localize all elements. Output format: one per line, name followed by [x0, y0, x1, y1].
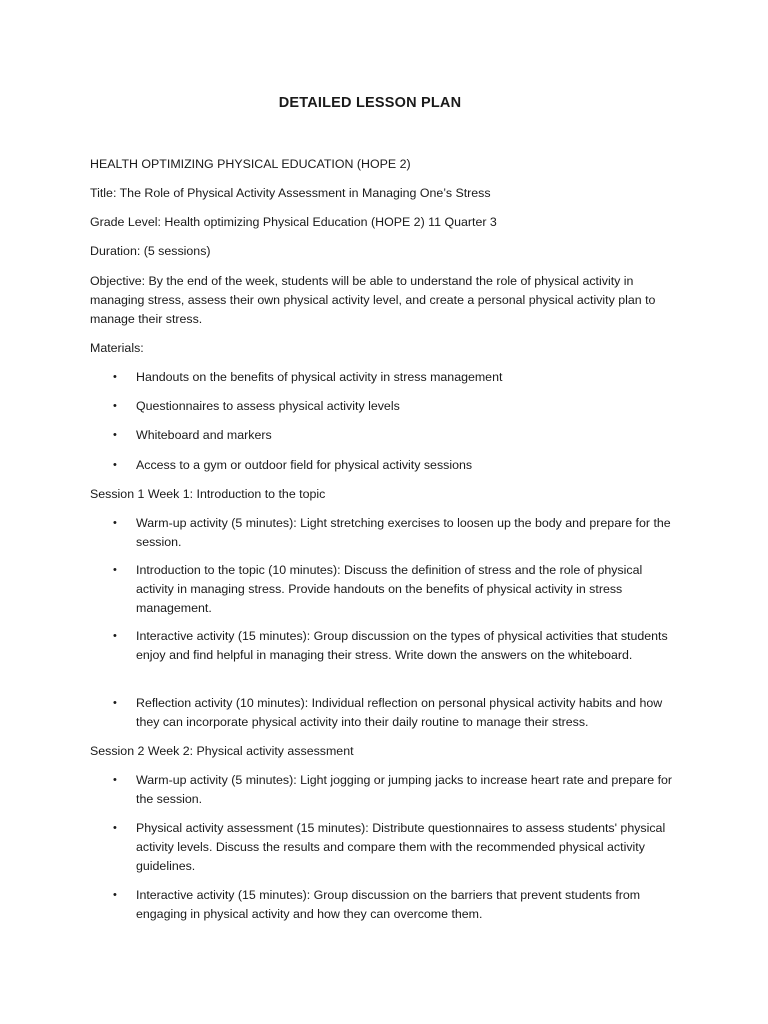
bullet-icon: •	[113, 630, 117, 642]
list-item: • Warm-up activity (5 minutes): Light jogging or jumping jacks to increase heart rate and prepare for the session.	[113, 773, 673, 806]
list-item: • Whiteboard and markers	[136, 426, 680, 445]
document-title: DETAILED LESSON PLAN	[278, 95, 462, 111]
session1-heading: Session 1 Week 1: Introduction to the topic	[90, 487, 326, 501]
bullet-icon: •	[113, 774, 117, 786]
list-item: • Introduction to the topic (10 minutes): Discuss the definition of stress and the role of physical activity in managing stress. Provide handouts on the benefits of physical activity in stress management.	[113, 563, 643, 615]
list-item: • Interactive activity (15 minutes): Group discussion on the barriers that prevent students from engaging in physical activity and how they can overcome them.	[113, 888, 641, 921]
bullet-icon: •	[113, 371, 117, 383]
list-item: • Reflection activity (10 minutes): Individual reflection on personal physical activity habits and how they can incorporate physical activity into their daily routine to manage their stress.	[113, 696, 663, 729]
duration: Duration: (5 sessions)	[90, 244, 211, 258]
list-item: • Handouts on the benefits of physical activity in stress management	[136, 368, 680, 387]
list-item: • Access to a gym or outdoor field for physical activity sessions	[136, 456, 680, 475]
subject-line: HEALTH OPTIMIZING PHYSICAL EDUCATION (HOPE 2)	[90, 157, 411, 171]
bullet-icon: •	[113, 429, 117, 441]
objective: Objective: By the end of the week, students will be able to understand the role of physical activity in managing stress, assess their own physical activity level, and create a personal physical activity plan to manage their stress.	[90, 274, 656, 326]
bullet-icon: •	[113, 889, 117, 901]
list-item: • Questionnaires to assess physical activity levels	[136, 397, 680, 416]
grade-level: Grade Level: Health optimizing Physical Education (HOPE 2) 11 Quarter 3	[90, 215, 497, 229]
lesson-title: Title: The Role of Physical Activity Assessment in Managing One’s Stress	[90, 186, 491, 200]
list-item: • Physical activity assessment (15 minutes): Distribute questionnaires to assess students' physical activity levels. Discuss the results and compare them with the recommended physical activity guidelines.	[113, 821, 666, 873]
bullet-icon: •	[113, 459, 117, 471]
session2-heading: Session 2 Week 2: Physical activity assessment	[90, 744, 354, 758]
bullet-icon: •	[113, 564, 117, 576]
materials-heading: Materials:	[90, 341, 144, 355]
bullet-icon: •	[113, 697, 117, 709]
list-item: • Warm-up activity (5 minutes): Light stretching exercises to loosen up the body and prepare for the session.	[113, 516, 671, 549]
bullet-icon: •	[113, 822, 117, 834]
bullet-icon: •	[113, 400, 117, 412]
bullet-icon: •	[113, 517, 117, 529]
list-item: • Interactive activity (15 minutes): Group discussion on the types of physical activities that students enjoy and find helpful in managing their stress. Write down the answers on the whiteboard.	[113, 629, 668, 662]
